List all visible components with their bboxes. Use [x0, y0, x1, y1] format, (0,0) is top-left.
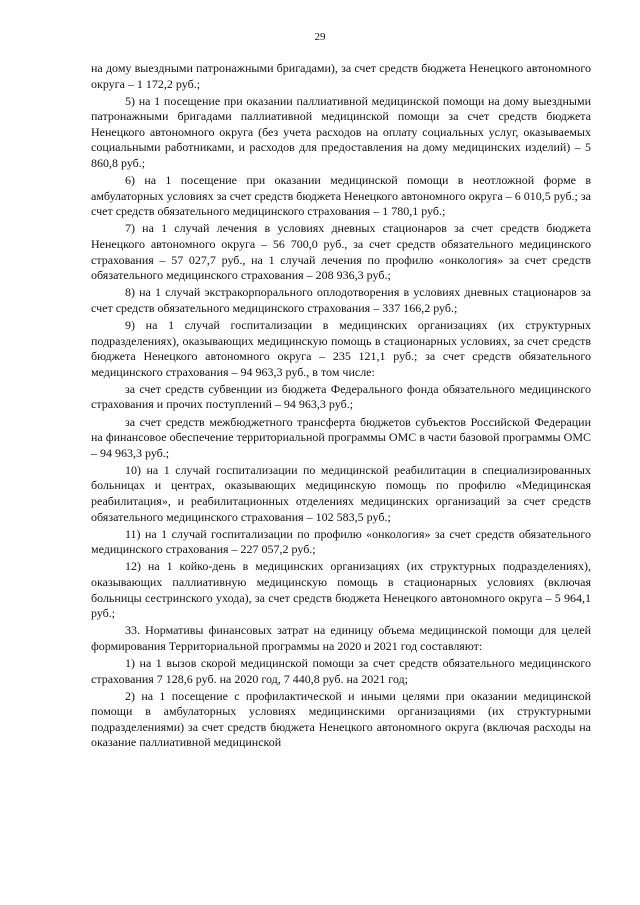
paragraph: 12) на 1 койко-день в медицинских организациях (их структурных подразделениях), оказывающих паллиативную медицинскую помощь в стационарных условиях (включая больницы сестринского ухода), за счет средств бюджета Ненецкого автономного округа – 5 964,1 руб.; — [91, 559, 591, 621]
paragraph: за счет средств межбюджетного трансферта бюджетов субъектов Российской Федерации на финансовое обеспечение территориальной программы ОМС в части базовой программы ОМС – 94 963,3 руб.; — [91, 414, 591, 460]
paragraph: 5) на 1 посещение при оказании паллиативной медицинской помощи на дому выездными патронажными бригадами паллиативной медицинской помощи за счет средств бюджета Ненецкого автономного округа (без учета расходов на оплату социальных услуг, оказываемых социальными работниками, и расходов для предоставления на дому медицинских изделий) – 5 860,8 руб.; — [91, 93, 591, 171]
paragraph: 10) на 1 случай госпитализации по медицинской реабилитации в специализированных больницах и центрах, оказывающих медицинскую помощь по профилю «Медицинская реабилитация», и реабилитационных отделениях медицинских организаций за счет средств обязательного медицинского страхования – 102 583,5 руб.; — [91, 462, 591, 524]
paragraph: 7) на 1 случай лечения в условиях дневных стационаров за счет средств бюджета Ненецкого автономного округа – 56 700,0 руб., за счет средств обязательного медицинского страхования – 57 027,7 руб., на 1 случай лечения по профилю «онкология» за счет средств обязательного медицинского страхования – 208 936,3 руб.; — [91, 221, 591, 283]
paragraph: 6) на 1 посещение при оказании медицинской помощи в неотложной форме в амбулаторных условиях за счет средств бюджета Ненецкого автономного округа – 6 010,5 руб.; за счет средств обязательного медицинского страхования – 1 780,1 руб.; — [91, 173, 591, 219]
paragraph: за счет средств субвенции из бюджета Федерального фонда обязательного медицинского страхования и прочих поступлений – 94 963,3 руб.; — [91, 381, 591, 412]
paragraph: 11) на 1 случай госпитализации по профилю «онкология» за счет средств обязательного медицинского страхования – 227 057,2 руб.; — [91, 526, 591, 557]
paragraph: 33. Нормативы финансовых затрат на единицу объема медицинской помощи для целей формирования Территориальной программы на 2020 и 2021 год составляют: — [91, 623, 591, 653]
paragraph: 9) на 1 случай госпитализации в медицинских организациях (их структурных подразделениях), оказывающих медицинскую помощь в стационарных условиях, за счет средств бюджета Ненецкого автономного округа – 235 121,1 руб.; за счет средств обязательного медицинского страхования – 94 963,3 руб., в том числе: — [91, 318, 591, 379]
page-number: 29 — [314, 31, 326, 43]
document-body — [91, 61, 591, 753]
paragraph: 8) на 1 случай экстракорпорального оплодотворения в условиях дневных стационаров за счет средств обязательного медицинского страхования – 337 166,2 руб.; — [91, 285, 591, 315]
paragraph: 2) на 1 посещение с профилактической и иными целями при оказании медицинской помощи в амбулаторных условиях медицинскими организациями (их структурными подразделениями) за счет средств бюджета Ненецкого автономного округа (включая расходы на оказание паллиативной медицинской — [91, 688, 591, 750]
paragraph: 1) на 1 вызов скорой медицинской помощи за счет средств обязательного медицинского страхования 7 128,6 руб. на 2020 год, 7 440,8 руб. на 2021 год; — [91, 655, 591, 686]
paragraph: на дому выездными патронажными бригадами), за счет средств бюджета Ненецкого автономного округа – 1 172,2 руб.; — [91, 61, 591, 91]
